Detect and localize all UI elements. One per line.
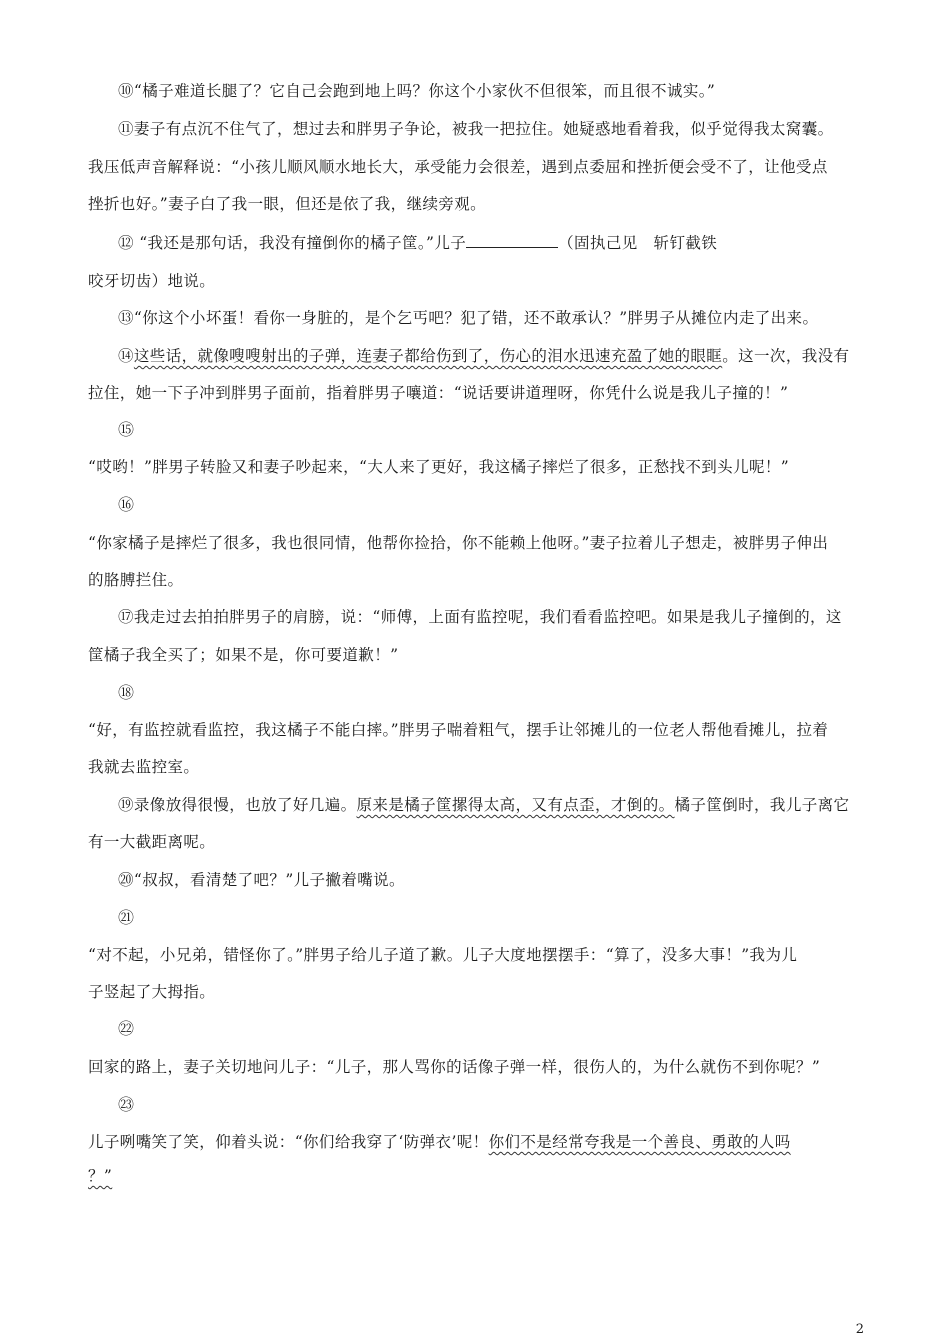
paragraph-14-number: ⑭ [118, 347, 134, 365]
paragraph-16-line-2: 的胳膊拦住。 [88, 571, 184, 589]
wavy-underlined-sentence: 这些话，就像嗖嗖射出的子弹，连妻子都给伤到了，伤心的泪水迅速充盈了她的眼眶 [133, 347, 723, 365]
paragraph-21-number: ㉑ [118, 908, 135, 927]
paragraph-13: ⑬“你这个小坏蛋！看你一身脏的，是个乞丐吧？犯了错，还不敢承认？”胖男子从摊位内走了出来。 [118, 309, 819, 327]
paragraph-11-line-3: 挫折也好。”妻子白了我一眼，但还是依了我，继续旁观。 [88, 195, 487, 213]
wavy-underlined-ending: ？” [88, 1167, 113, 1185]
answer-blank[interactable] [466, 233, 558, 248]
paragraph-18-line-1: “好，有监控就看监控，我这橘子不能白摔。”胖男子喘着粗气，摆手让邻摊儿的一位老人帮他看摊儿，拉着 [88, 721, 829, 739]
paragraph-15-number: ⑮ [118, 420, 135, 439]
paragraph-11-line-1: ⑪妻子有点沉不住气了，想过去和胖男子争论，被我一把拉住。她疑惑地看着我，似乎觉得我太窝囊。 [118, 120, 834, 138]
paragraph-12-text-a: ⑫ “我还是那句话，我没有撞倒你的橘子筐。”儿子 [118, 234, 467, 252]
paragraph-20: ⑳“叔叔，看清楚了吧？”儿子撇着嘴说。 [118, 871, 405, 889]
paragraph-17-line-2: 筐橘子我全买了；如果不是，你可要道歉！” [88, 646, 399, 664]
paragraph-22-number: ㉒ [118, 1019, 135, 1038]
paragraph-14-line-2: 拉住，她一下子冲到胖男子面前，指着胖男子嚷道：“说话要讲道理呀，你凭什么说是我儿子撞的！” [88, 384, 789, 402]
paragraph-12-text-b: （固执己见 斩钉截铁 [558, 234, 718, 252]
wavy-underlined-sentence: 原来是橘子筐摞得太高，又有点歪，才倒的。 [356, 796, 675, 814]
paragraph-23-number: ㉓ [118, 1095, 135, 1114]
paragraph-11-line-2: 我压低声音解释说：“小孩儿顺风顺水地长大，承受能力会很差，遇到点委屈和挫折便会受不了，让他受点 [88, 158, 828, 176]
paragraph-19-line-1 [118, 793, 849, 815]
paragraph-23-line-1 [88, 1130, 791, 1152]
paragraph-22: 回家的路上，妻子关切地问儿子：“儿子，那人骂你的话像子弹一样，很伤人的，为什么就伤不到你呢？” [88, 1058, 821, 1076]
paragraph-19-text-a: ⑲录像放得很慢，也放了好几遍。 [118, 796, 357, 814]
paragraph-19-line-2: 有一大截距离呢。 [88, 833, 216, 851]
paragraph-10: ⑩“橘子难道长腿了？它自己会跑到地上吗？你这个小家伙不但很笨，而且很不诚实。” [118, 82, 716, 100]
paragraph-18-number: ⑱ [118, 683, 135, 702]
paragraph-16-line-1: “你家橘子是摔烂了很多，我也很同情，他帮你捡拾，你不能赖上他呀。”妻子拉着儿子想走，被胖男子伸出 [88, 534, 829, 552]
page-number: 2 [855, 1322, 864, 1337]
paragraph-14-rest: 。这一次，我没有 [722, 347, 850, 365]
paragraph-12-line-2: 咬牙切齿）地说。 [88, 272, 216, 290]
paragraph-18-line-2: 我就去监控室。 [88, 758, 200, 776]
paragraph-17-line-1: ⑰我走过去拍拍胖男子的肩膀，说：“师傅，上面有监控呢，我们看看监控吧。如果是我儿子撞倒的，这 [118, 608, 842, 626]
paragraph-16-number: ⑯ [118, 495, 135, 514]
paragraph-14-line-1 [118, 344, 849, 366]
paragraph-15: “哎哟！”胖男子转脸又和妻子吵起来，“大人来了更好，我这橘子摔烂了很多，正愁找不到头儿呢！” [88, 458, 790, 476]
paragraph-21-line-1: “对不起，小兄弟，错怪你了。”胖男子给儿子道了歉。儿子大度地摆摆手：“算了，没多大事！”我为儿 [88, 946, 798, 964]
paragraph-12-line-1 [118, 231, 717, 253]
paragraph-21-line-2: 子竖起了大拇指。 [88, 983, 216, 1001]
wavy-underlined-sentence: 你们不是经常夸我是一个善良、勇敢的人吗 [488, 1133, 791, 1151]
paragraph-23-text-a: 儿子咧嘴笑了笑，仰着头说：“你们给我穿了‘防弹衣’呢！ [88, 1133, 489, 1151]
paragraph-23-line-2 [88, 1164, 112, 1186]
paragraph-19-text-b: 橘子筐倒时，我儿子离它 [674, 796, 850, 814]
